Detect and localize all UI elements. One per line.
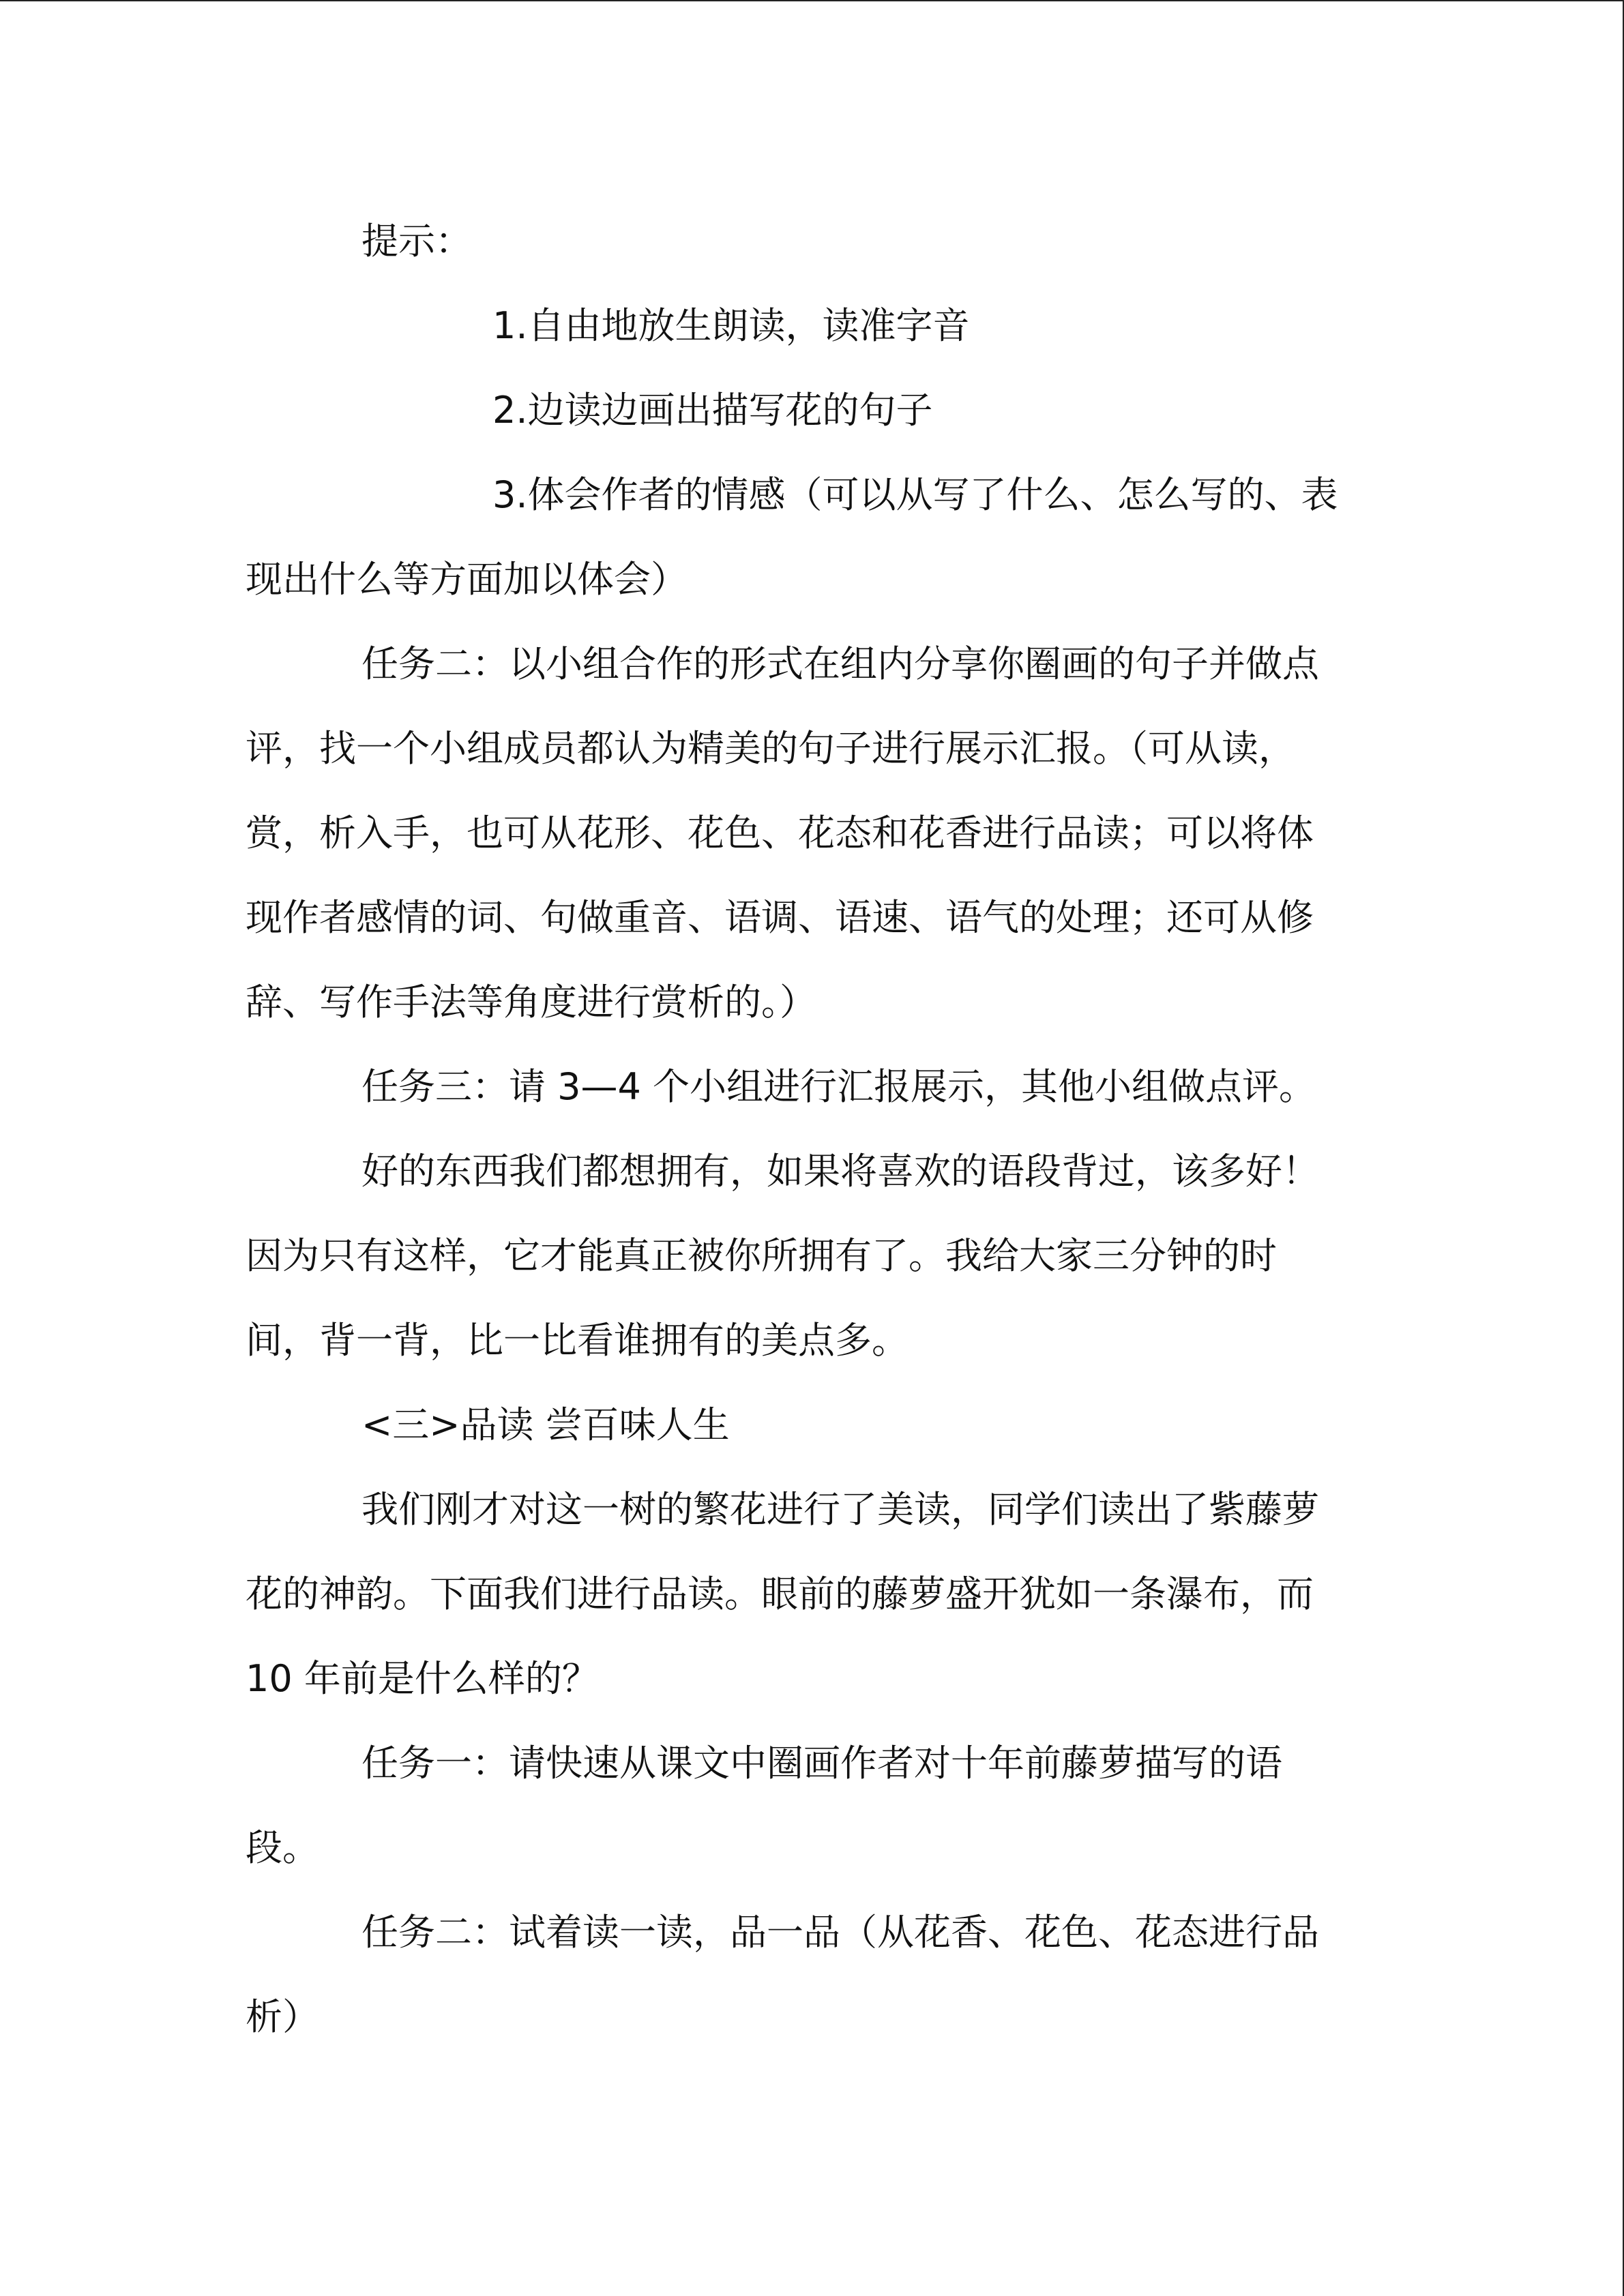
- task-1b-line-2: 段。: [246, 1826, 319, 1869]
- task-1b-line-1: 任务一：请快速从课文中圈画作者对十年前藤萝描写的语: [361, 1742, 1282, 1785]
- task-2-line-4: 现作者感情的词、句做重音、语调、语速、语气的处理；还可从修: [246, 896, 1314, 939]
- recite-line-2: 因为只有这样，它才能真正被你所拥有了。我给大家三分钟的时: [246, 1234, 1277, 1277]
- task-2-line-1: 任务二：以小组合作的形式在组内分享你圈画的句子并做点: [361, 642, 1319, 685]
- hint-heading: 提示：: [361, 220, 472, 263]
- intro-line-2: 花的神韵。下面我们进行品读。眼前的藤萝盛开犹如一条瀑布，而: [246, 1572, 1314, 1615]
- task-2b-line-2: 析）: [246, 1995, 319, 2038]
- hint-item-3: 3.体会作者的情感（可以从写了什么、怎么写的、表: [492, 473, 1338, 516]
- hint-item-1: 1.自由地放生朗读，读准字音: [492, 304, 970, 347]
- hint-item-2: 2.边读边画出描写花的句子: [492, 389, 933, 432]
- intro-line-3: 10 年前是什么样的？: [246, 1657, 599, 1700]
- recite-line-1: 好的东西我们都想拥有，如果将喜欢的语段背过，该多好！: [361, 1150, 1319, 1193]
- recite-line-3: 间，背一背，比一比看谁拥有的美点多。: [246, 1319, 909, 1362]
- task-2-line-3: 赏，析入手，也可从花形、花色、花态和花香进行品读；可以将体: [246, 811, 1314, 854]
- task-2-line-2: 评，找一个小组成员都认为精美的句子进行展示汇报。（可从读，: [246, 727, 1295, 770]
- hint-item-3-cont: 现出什么等方面加以体会）: [246, 558, 688, 601]
- task-2-line-5: 辞、写作手法等角度进行赏析的。）: [246, 981, 816, 1024]
- task-3-line: 任务三：请 3—4 个小组进行汇报展示，其他小组做点评。: [361, 1065, 1316, 1108]
- task-2b-line-1: 任务二：试着读一读，品一品（从花香、花色、花态进行品: [361, 1911, 1319, 1954]
- intro-line-1: 我们刚才对这一树的繁花进行了美读，同学们读出了紫藤萝: [361, 1488, 1319, 1531]
- section-3-heading: <三>品读 尝百味人生: [361, 1403, 730, 1446]
